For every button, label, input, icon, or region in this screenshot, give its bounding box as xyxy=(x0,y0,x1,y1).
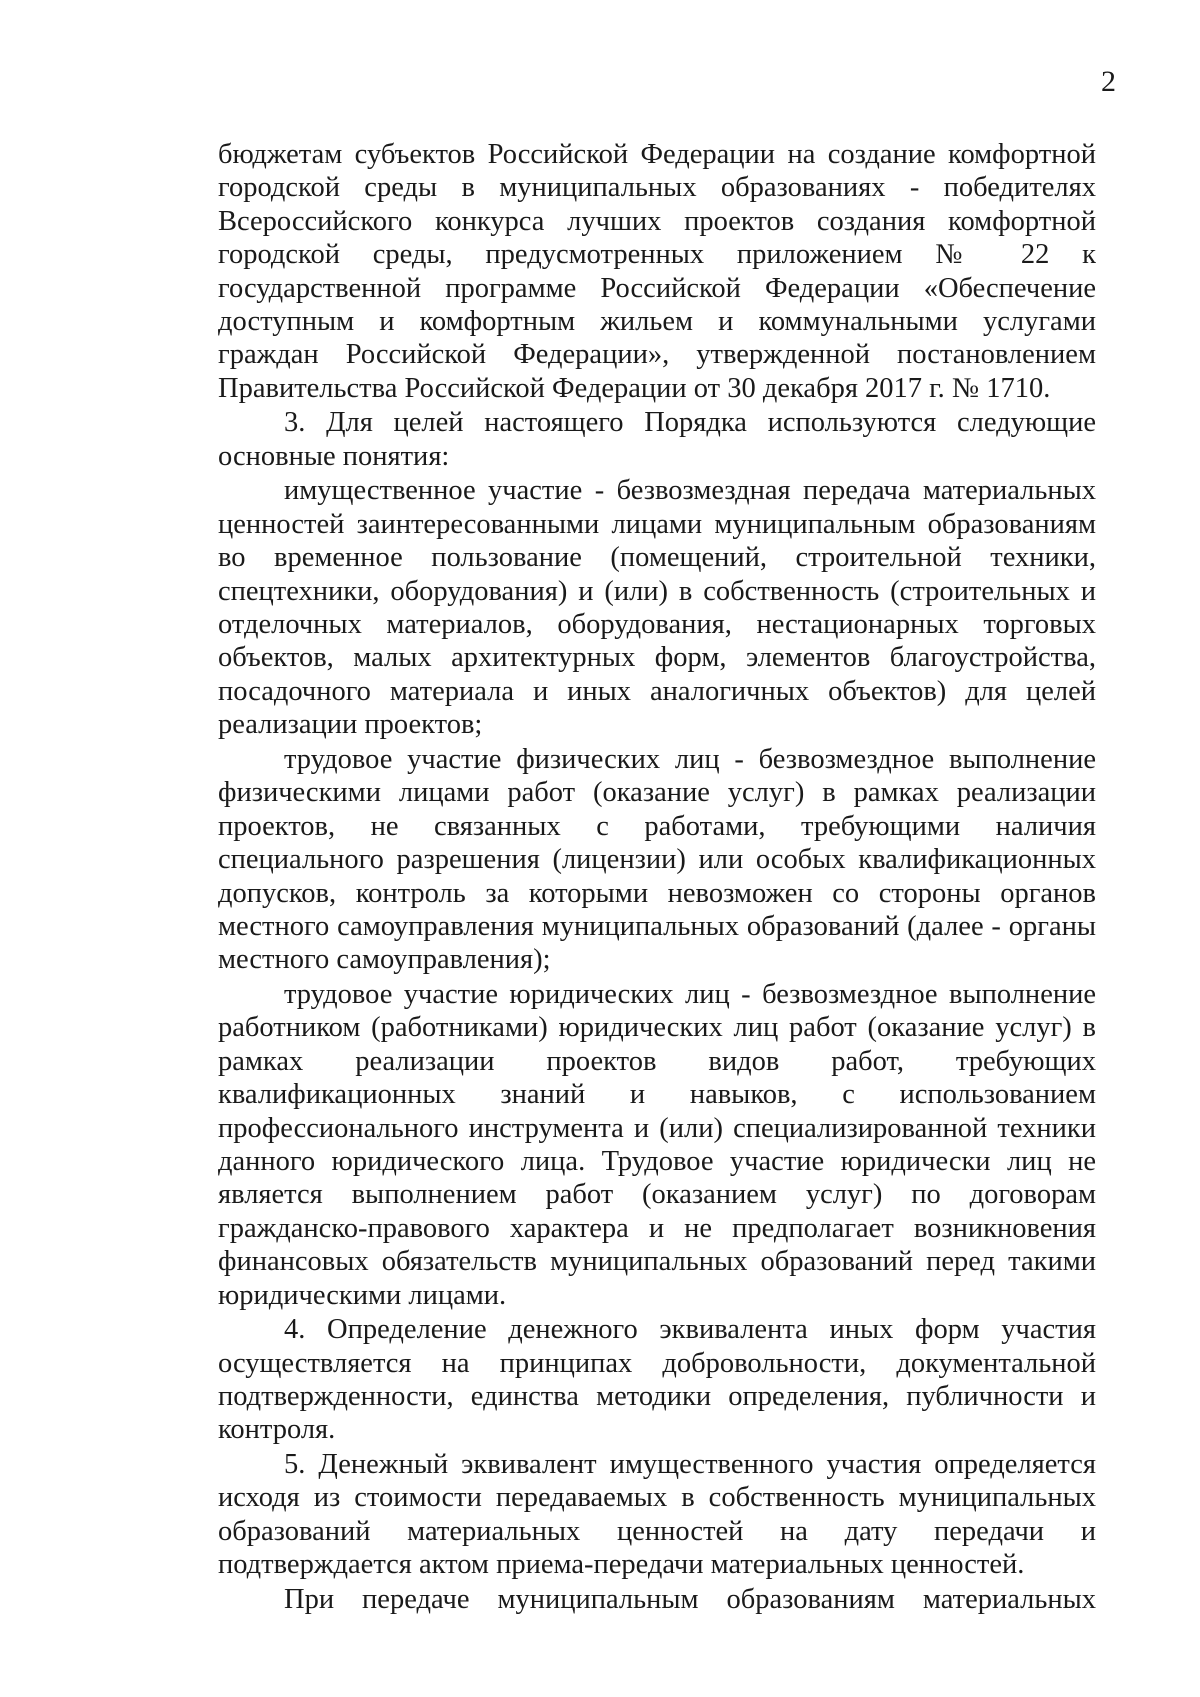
paragraph: бюджетам субъектов Российской Федерации на создание комфортной городской среды в муниципальных образованиях - победителях Всероссийского конкурса лучших проектов создания комфортной городской среды, предусмотренных приложением № 22 к государственной программе Российской Федерации «Обеспечение доступным и комфортным жильем и коммунальными услугами граждан Российской Федерации», утвержденной постановлением Правительства Российской Федерации от 30 декабря 2017 г. № 1710. xyxy=(218,139,1096,404)
document-body xyxy=(218,138,1096,1617)
page-number: 2 xyxy=(1101,65,1116,98)
paragraph: трудовое участие юридических лиц - безвозмездное выполнение работником (работниками) юридических лиц работ (оказание услуг) в рамках реализации проектов видов работ, требующих квалификационных знаний и навыков, с использованием профессионального инструмента и (или) специализированной техники данного юридического лица. Трудовое участие юридически лиц не является выполнением работ (оказанием услуг) по договорам гражданско-правового характера и не предполагает возникновения финансовых обязательств муниципальных образований перед такими юридическими лицами. xyxy=(218,978,1096,1311)
paragraph: трудовое участие физических лиц - безвозмездное выполнение физическими лицами работ (оказание услуг) в рамках реализации проектов, не связанных с работами, требующими наличия специального разрешения (лицензии) или особых квалификационных допусков, контроль за которыми невозможен со стороны органов местного самоуправления муниципальных образований (далее - органы местного самоуправления); xyxy=(218,743,1096,976)
paragraph: 3. Для целей настоящего Порядка используются следующие основные понятия: xyxy=(218,407,1096,472)
paragraph: При передаче муниципальным образованиям материальных xyxy=(284,1583,1096,1615)
paragraph: имущественное участие - безвозмездная передача материальных ценностей заинтересованными лицами муниципальным образованиям во временное пользование (помещений, строительной техники, спецтехники, оборудования) и (или) в собственность (строительных и отделочных материалов, оборудования, нестационарных торговых объектов, малых архитектурных форм, элементов благоустройства, посадочного материала и иных аналогичных объектов) для целей реализации проектов; xyxy=(218,475,1096,741)
paragraph: 4. Определение денежного эквивалента иных форм участия осуществляется на принципах добровольности, документальной подтвержденности, единства методики определения, публичности и контроля. xyxy=(218,1314,1096,1446)
paragraph: 5. Денежный эквивалент имущественного участия определяется исходя из стоимости передаваемых в собственность муниципальных образований материальных ценностей на дату передачи и подтверждается актом приема-передачи материальных ценностей. xyxy=(218,1448,1096,1581)
